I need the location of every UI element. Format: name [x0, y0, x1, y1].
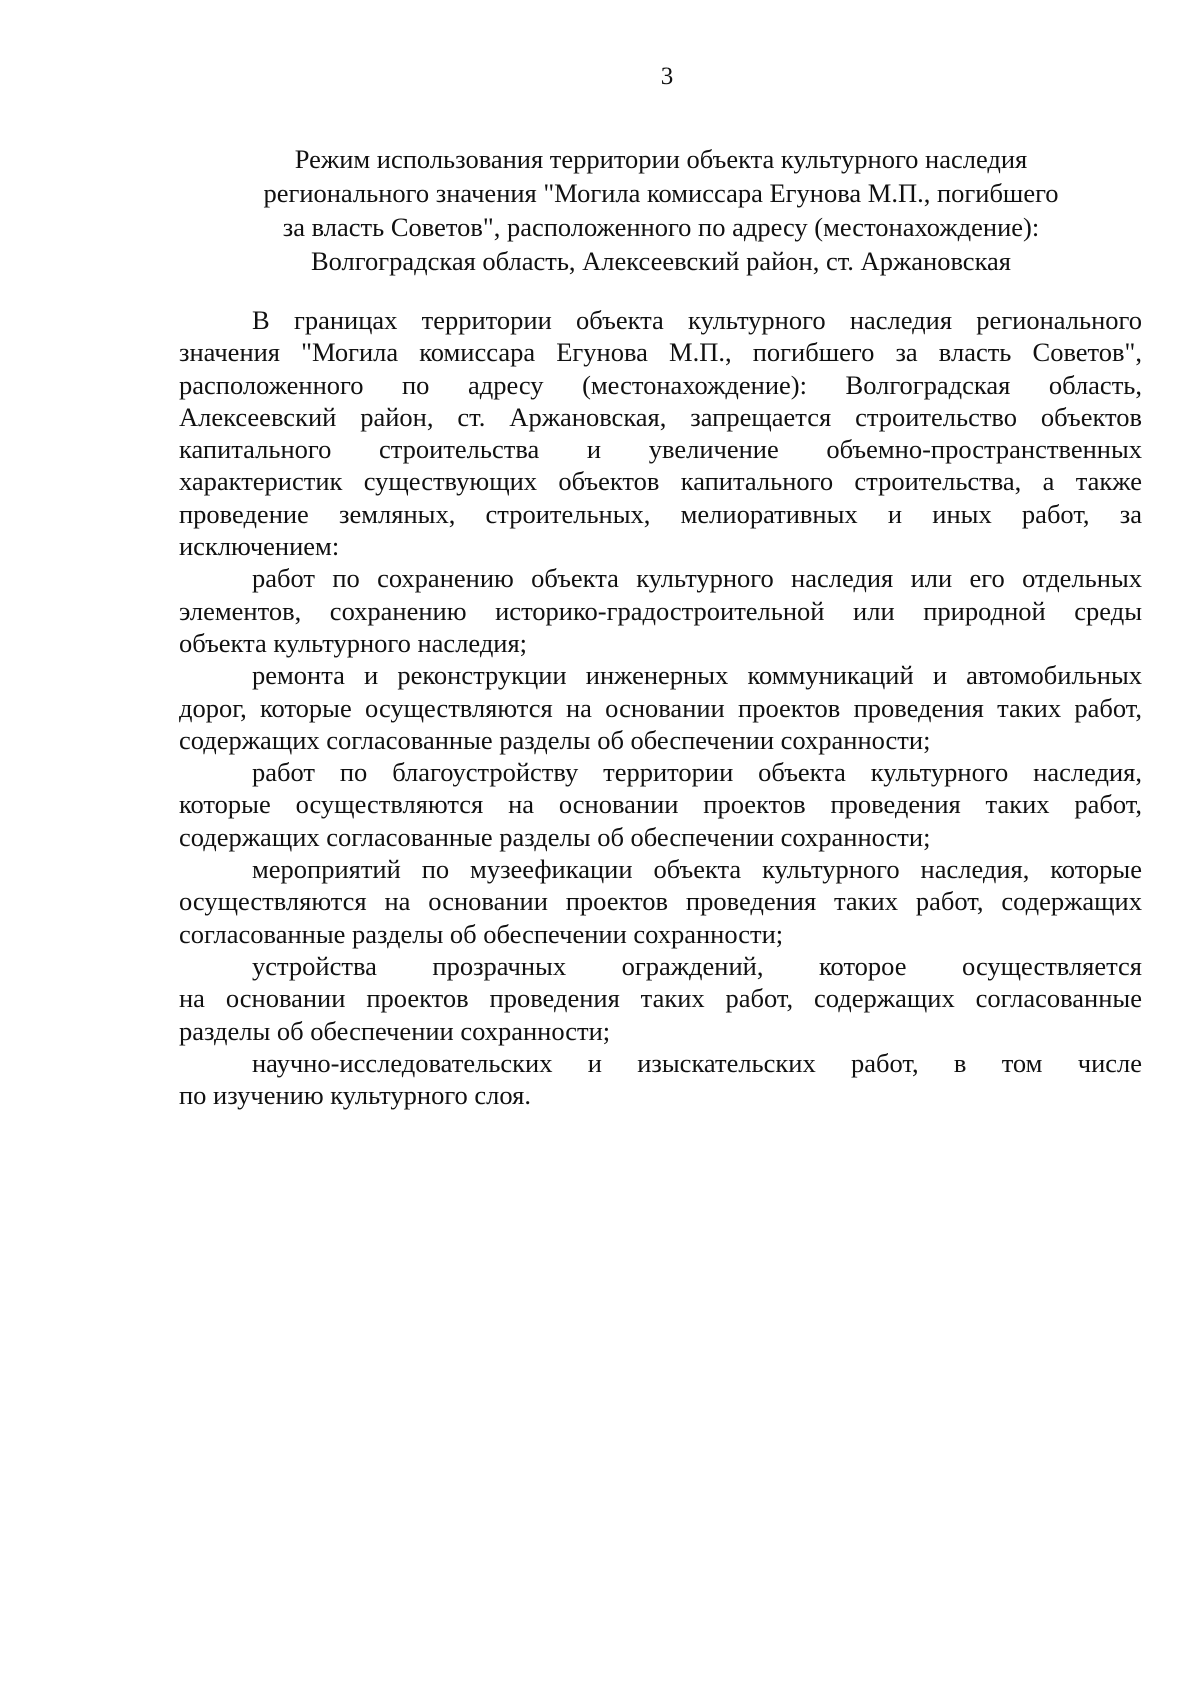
body-line: работ по благоустройству территории объекта культурного наследия, [252, 757, 1142, 788]
body-line: содержащих согласованные разделы об обеспечении сохранности; [179, 821, 931, 852]
body-line: ремонта и реконструкции инженерных коммуникаций и автомобильных [252, 660, 1142, 691]
body-line: по изучению культурного слоя. [179, 1080, 531, 1111]
body-line: дорог, которые осуществляются на основании проектов проведения таких работ, [179, 692, 1142, 723]
page-number: 3 [660, 63, 674, 90]
body-line: работ по сохранению объекта культурного наследия или его отдельных [252, 563, 1142, 594]
body-line: проведение земляных, строительных, мелиоративных и иных работ, за [179, 498, 1142, 529]
document-body [179, 304, 1142, 1111]
body-line: расположенного по адресу (местонахождение): Волгоградская область, [179, 369, 1142, 400]
body-line: содержащих согласованные разделы об обеспечении сохранности; [179, 724, 931, 755]
body-line: объекта культурного наследия; [179, 627, 528, 658]
body-line: элементов, сохранению историко-градостроительной или природной среды [179, 595, 1142, 626]
body-line: мероприятий по музеефикации объекта культурного наследия, которые [252, 854, 1142, 885]
body-line: которые осуществляются на основании проектов проведения таких работ, [179, 789, 1142, 820]
title-line: за власть Советов", расположенного по адресу (местонахождение): [282, 212, 1040, 242]
title-line: Режим использования территории объекта культурного наследия [294, 144, 1028, 174]
title-line: регионального значения "Могила комиссара Егунова М.П., погибшего [263, 178, 1059, 208]
title-line: Волгоградская область, Алексеевский район, ст. Аржановская [310, 246, 1011, 276]
body-line: устройства прозрачных ограждений, которое осуществляется [252, 950, 1142, 981]
body-line: согласованные разделы об обеспечении сохранности; [179, 918, 784, 949]
body-line: научно-исследовательских и изыскательских работ, в том числе [252, 1047, 1142, 1078]
body-line: исключением: [179, 531, 340, 562]
body-line: разделы об обеспечении сохранности; [179, 1015, 611, 1046]
document-title [176, 142, 1146, 278]
body-line: значения "Могила комиссара Егунова М.П., погибшего за власть Советов", [179, 337, 1142, 368]
body-line: капитального строительства и увеличение объемно-пространственных [179, 434, 1142, 465]
body-line: Алексеевский район, ст. Аржановская, запрещается строительство объектов [179, 401, 1142, 432]
body-line: осуществляются на основании проектов проведения таких работ, содержащих [179, 886, 1142, 917]
body-line: В границах территории объекта культурного наследия регионального [252, 305, 1142, 335]
body-line: характеристик существующих объектов капитального строительства, а также [179, 466, 1142, 497]
body-line: на основании проектов проведения таких работ, содержащих согласованные [179, 983, 1142, 1014]
